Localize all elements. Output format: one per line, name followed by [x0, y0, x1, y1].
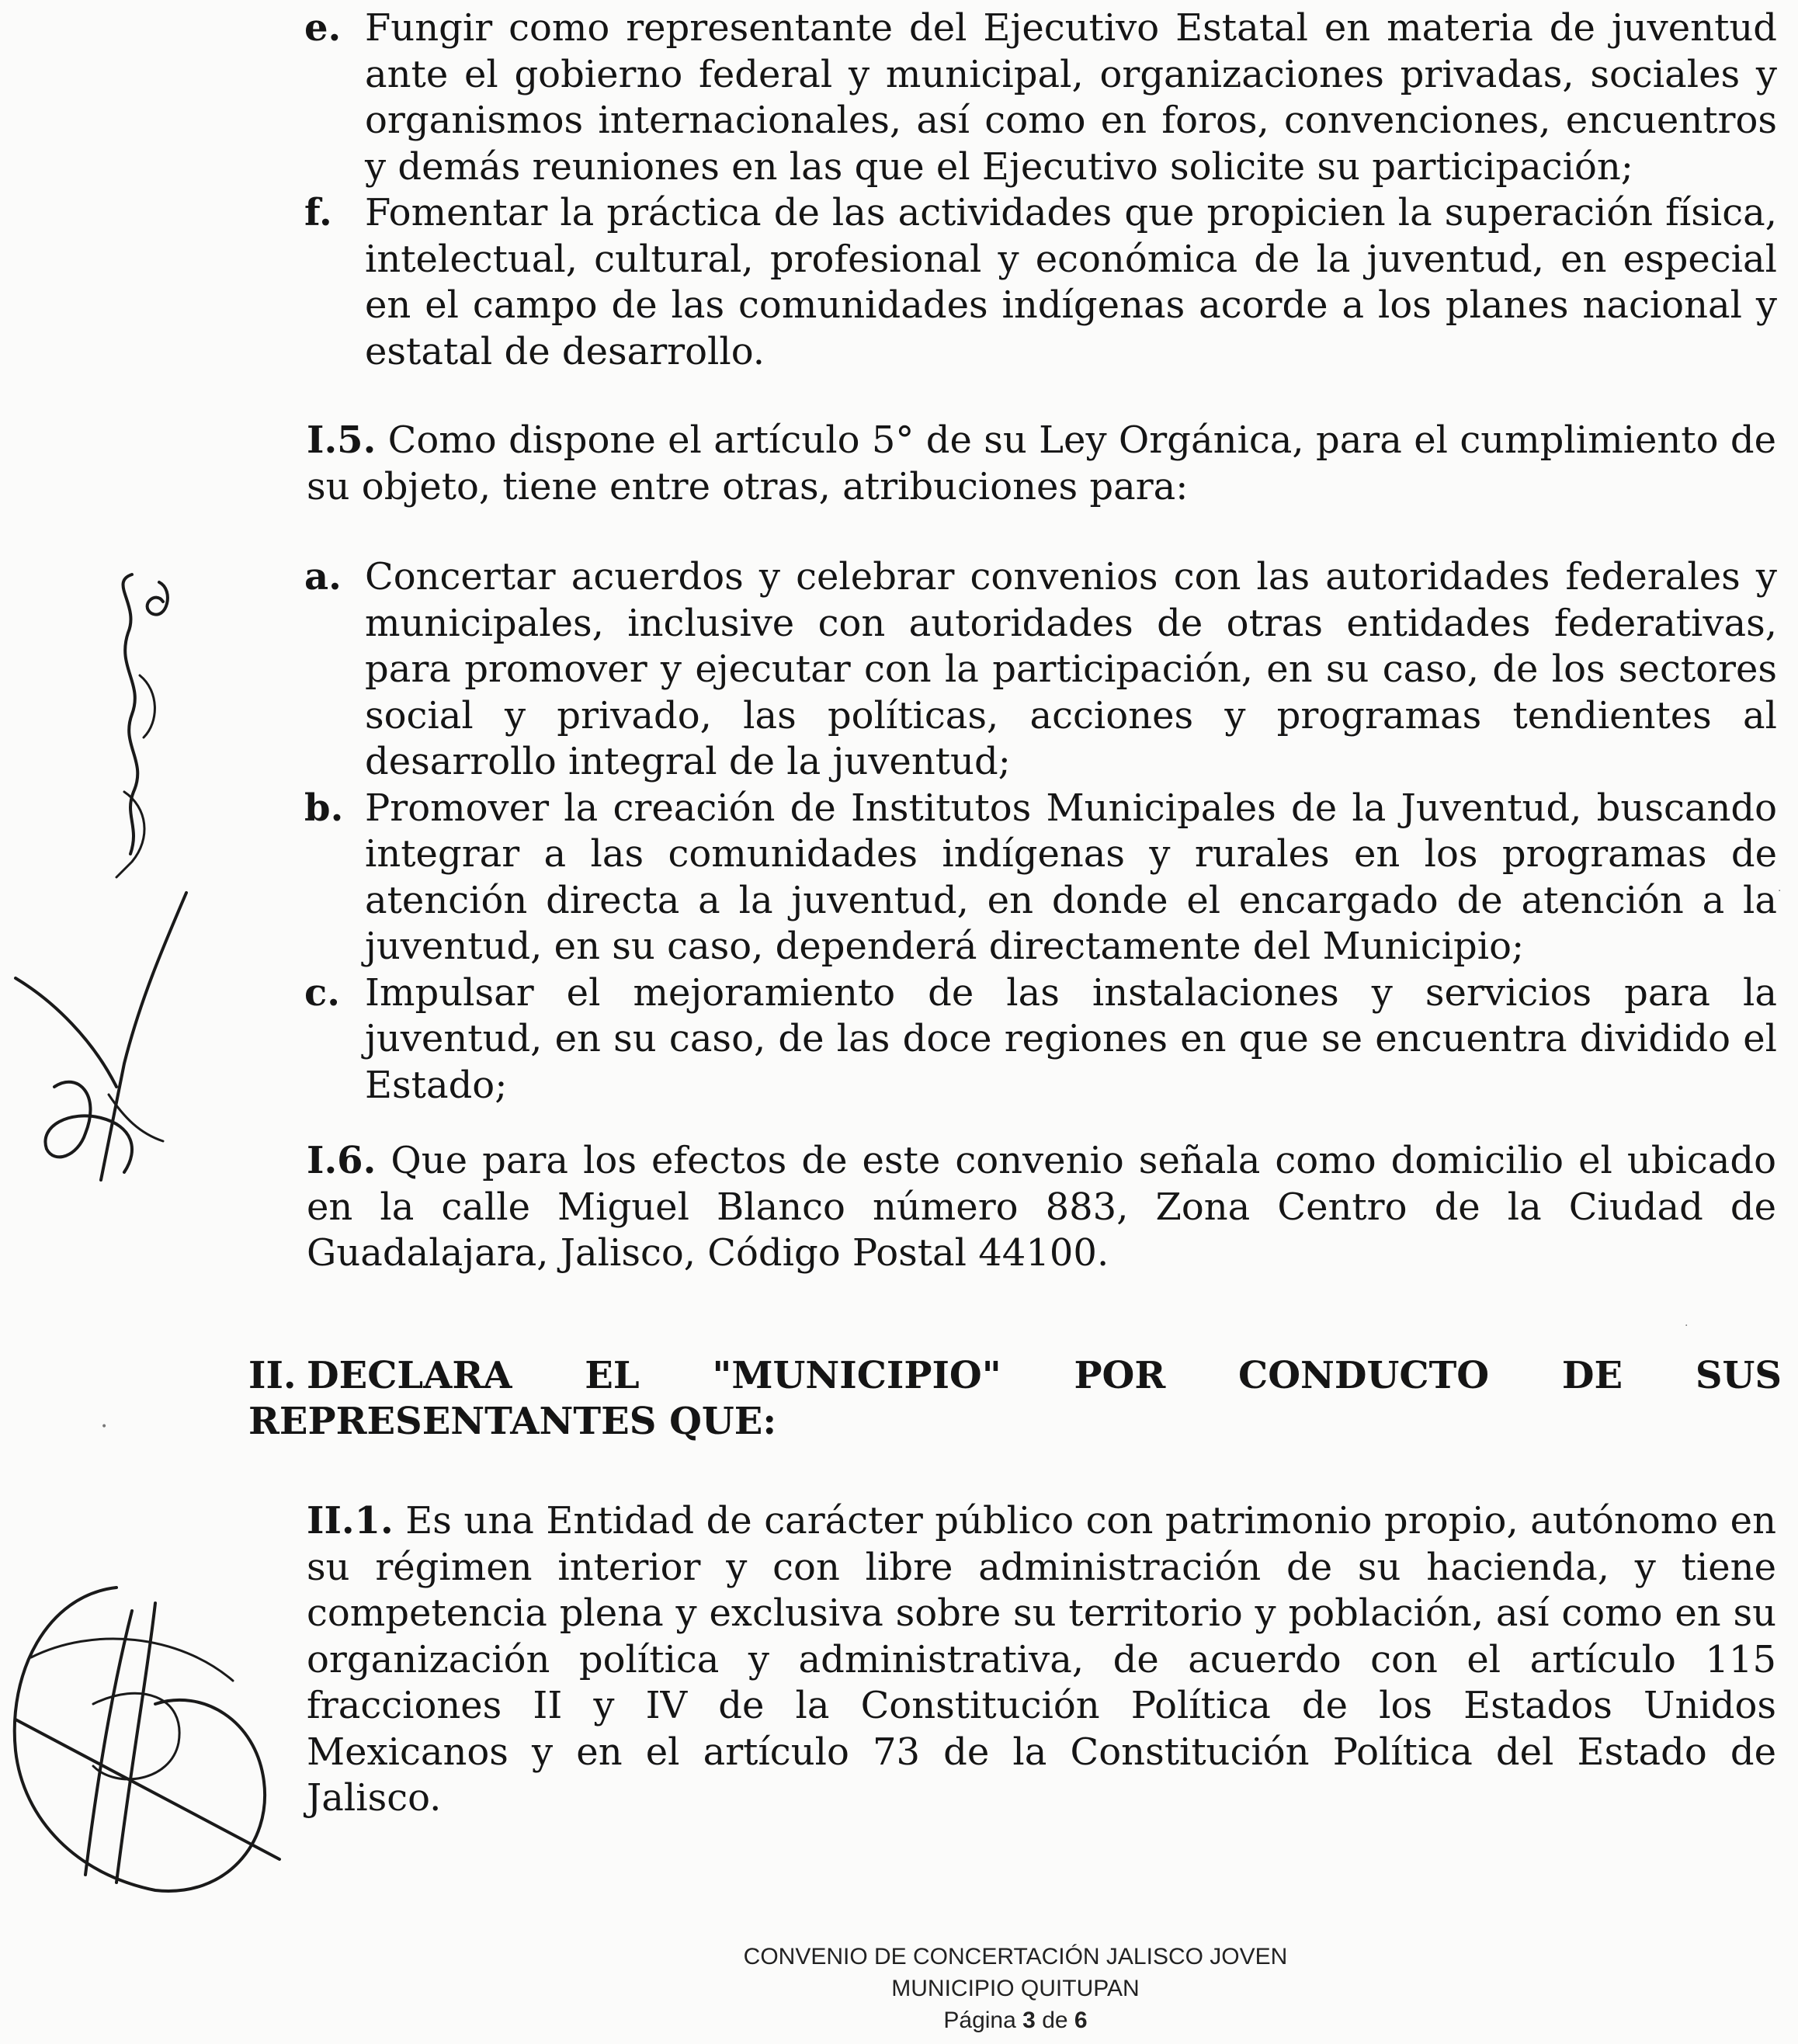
section-i5 — [307, 418, 1776, 510]
item-text: Fungir como representante del Ejecutivo Estatal en materia de juventud ante el gobierno federal y municipal, organizaciones privadas, sociales y organismos internacionales, así como en foros, convenciones, encuentros y demás reuniones en las que el Ejecutivo solicite su participación; — [365, 6, 1777, 189]
section-number: II.1. — [307, 1499, 394, 1543]
section-text: Es una Entidad de carácter público con patrimonio propio, autónomo en su régimen interior y con libre administración de su hacienda, y tiene competencia plena y exclusiva sobre su territorio y población, así como en su organización política y administrativa, de acuerdo con el artículo 115 fracciones II y IV de la Constitución Política de los Estados Unidos Mexicanos y en el artículo 73 de la Constitución Política del Estado de Jalisco. — [307, 1499, 1776, 1820]
item-letter: e. — [304, 6, 342, 50]
list-item-f — [304, 190, 1777, 375]
signature-initials-middle — [8, 885, 194, 1196]
footer-title: CONVENIO DE CONCERTACIÓN JALISCO JOVEN — [743, 1944, 1288, 1969]
current-page: 3 — [1022, 2008, 1036, 2033]
section-i6-paragraph — [307, 1138, 1776, 1277]
footer-page-number: Página 3 de 6 — [943, 2008, 1088, 2033]
list-item-e — [304, 5, 1777, 190]
section-i6 — [307, 1138, 1776, 1277]
section-number: I.5. — [307, 418, 377, 462]
list-item-a — [304, 554, 1777, 786]
section-ii-heading — [248, 1353, 1782, 1445]
list-items-top — [304, 5, 1777, 375]
scan-artifact: · — [1685, 1320, 1689, 1332]
section-number: I.6. — [307, 1139, 377, 1182]
section-text: Que para los efectos de este convenio señala como domicilio el ubicado en la calle Miguel Blanco número 883, Zona Centro de la Ciudad de Guadalajara, Jalisco, Código Postal 44100. — [307, 1139, 1777, 1275]
scan-artifact: · — [1778, 885, 1782, 897]
item-letter: b. — [304, 786, 344, 830]
signature-large — [0, 1564, 295, 1906]
item-letter: f. — [304, 191, 332, 234]
list-item-c — [304, 970, 1777, 1109]
total-pages: 6 — [1074, 2008, 1088, 2033]
heading-roman: II. — [248, 1354, 297, 1397]
section-ii1-paragraph — [307, 1498, 1776, 1822]
item-letter: c. — [304, 970, 340, 1015]
scan-artifact: • — [101, 1421, 108, 1433]
list-item-b — [304, 786, 1777, 970]
page-footer — [666, 1941, 1365, 2036]
item-text: Concertar acuerdos y celebrar convenios con las autoridades federales y municipales, inclusive con autoridades de otras entidades federativas, para promover y ejecutar con la participación, en su caso, de los sectores social y privado, las políticas, acciones y programas tendientes al desarrollo integral de la juventud; — [365, 555, 1777, 783]
footer-municipality: MUNICIPIO QUITUPAN — [891, 1976, 1140, 2001]
section-text: Como dispone el artículo 5° de su Ley Orgánica, para el cumplimiento de su objeto, tiene entre otras, atribuciones para: — [307, 418, 1776, 508]
item-letter: a. — [304, 555, 342, 599]
item-text: Fomentar la práctica de las actividades que propicien la superación física, intelectual, cultural, profesional y económica de la juventud, en especial en el campo de las comunidades indígenas acorde a los planes nacional y estatal de desarrollo. — [365, 191, 1777, 373]
section-i5-paragraph — [307, 418, 1776, 510]
signature-initials-upper — [85, 559, 179, 885]
heading-text: DECLARA EL "MUNICIPIO" POR CONDUCTO DE SUS REPRESENTANTES QUE: — [248, 1354, 1782, 1443]
section-ii1 — [307, 1498, 1776, 1822]
list-items-i5 — [304, 554, 1777, 1109]
item-text: Impulsar el mejoramiento de las instalaciones y servicios para la juventud, en su caso, de las doce regiones en que se encuentra dividido el Estado; — [365, 970, 1777, 1107]
item-text: Promover la creación de Institutos Municipales de la Juventud, buscando integrar a las comunidades indígenas y rurales en los programas de atención directa a la juventud, en donde el encargado de atención a la juventud, en su caso, dependerá directamente del Municipio; — [365, 786, 1777, 968]
